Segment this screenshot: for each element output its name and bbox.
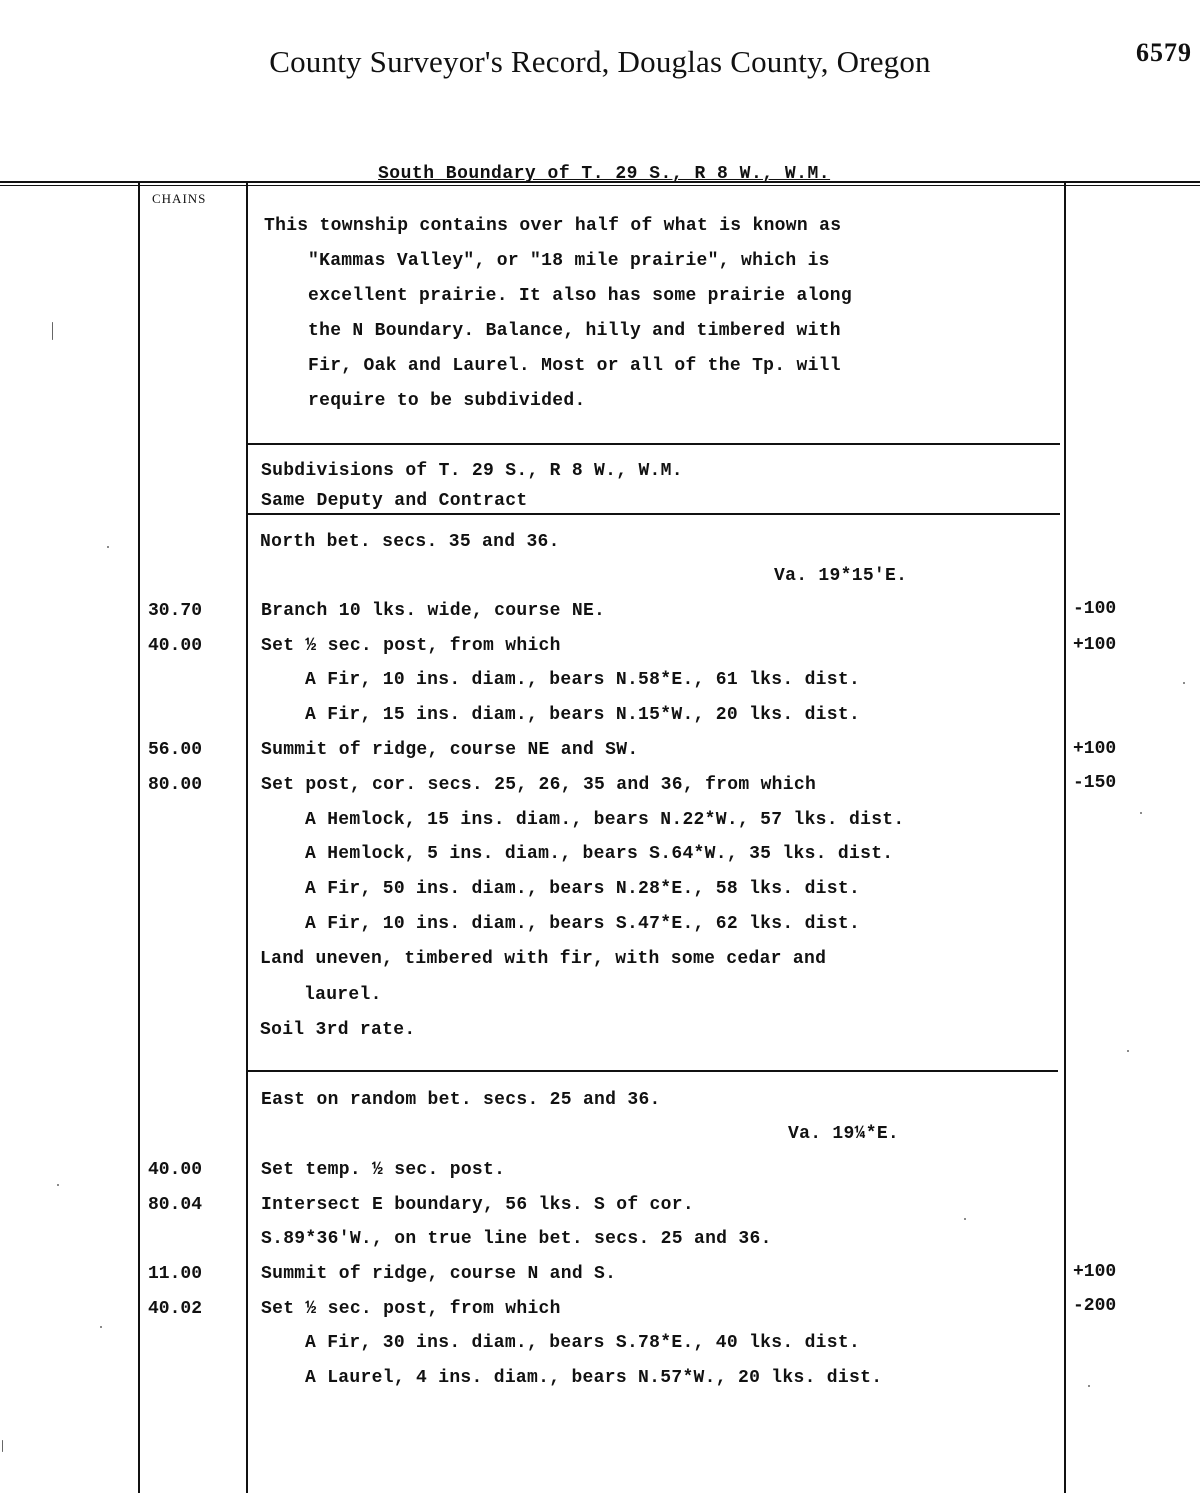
survey-entry: Summit of ridge, course NE and SW. [261, 740, 639, 760]
survey-entry: A Fir, 10 ins. diam., bears N.58*E., 61 lks. dist. [305, 670, 861, 690]
survey-entry: Branch 10 lks. wide, course NE. [261, 601, 606, 621]
scan-speck [1127, 1050, 1129, 1052]
page-title: County Surveyor's Record, Douglas County, Oregon [269, 44, 931, 79]
survey-entry: A Fir, 30 ins. diam., bears S.78*E., 40 lks. dist. [305, 1333, 861, 1353]
scan-speck [964, 1218, 966, 1220]
description-line: "Kammas Valley", or "18 mile prairie", which is [308, 251, 830, 271]
scan-speck [1140, 812, 1142, 814]
survey-entry: S.89*36'W., on true line bet. secs. 25 and 36. [261, 1229, 772, 1249]
section-divider [246, 443, 1060, 445]
scan-speck [52, 322, 53, 340]
survey-entry: Set ½ sec. post, from which [261, 636, 561, 656]
chain-value: 40.00 [148, 636, 203, 656]
description-line: excellent prairie. It also has some prairie along [308, 286, 852, 306]
elevation-value: +100 [1073, 635, 1117, 655]
chain-value: 40.00 [148, 1160, 203, 1180]
scan-speck [1088, 1385, 1090, 1387]
chain-value: 40.02 [148, 1299, 203, 1319]
page-number: 6579 [1136, 38, 1192, 67]
survey-entry: laurel. [304, 985, 382, 1005]
east-variation: Va. 19¼*E. [788, 1124, 900, 1144]
section-divider [246, 1070, 1058, 1072]
survey-entry: Land uneven, timbered with fir, with some cedar and [260, 949, 827, 969]
elevation-value: -200 [1073, 1296, 1117, 1316]
survey-entry: A Hemlock, 15 ins. diam., bears N.22*W., 57 lks. dist. [305, 810, 905, 830]
text-column-right-rule [1064, 183, 1066, 1493]
section-divider [246, 513, 1060, 515]
chains-column-label: CHAINS [152, 191, 207, 206]
elevation-value: +100 [1073, 739, 1117, 759]
scan-speck [57, 1184, 59, 1186]
survey-entry: Set post, cor. secs. 25, 26, 35 and 36, from which [261, 775, 817, 795]
north-heading: North bet. secs. 35 and 36. [260, 532, 560, 552]
east-heading: East on random bet. secs. 25 and 36. [261, 1090, 661, 1110]
survey-entry: A Laurel, 4 ins. diam., bears N.57*W., 20 lks. dist. [305, 1368, 883, 1388]
survey-entry: A Fir, 15 ins. diam., bears N.15*W., 20 lks. dist. [305, 705, 861, 725]
chains-column-left-rule [138, 183, 140, 1493]
elevation-value: +100 [1073, 1262, 1117, 1282]
survey-entry: A Fir, 10 ins. diam., bears S.47*E., 62 lks. dist. [305, 914, 861, 934]
elevation-value: -100 [1073, 599, 1117, 619]
chain-value: 56.00 [148, 740, 203, 760]
north-variation: Va. 19*15'E. [774, 566, 908, 586]
survey-entry: A Hemlock, 5 ins. diam., bears S.64*W., 35 lks. dist. [305, 844, 894, 864]
chain-value: 30.70 [148, 601, 203, 621]
survey-entry: Set ½ sec. post, from which [261, 1299, 561, 1319]
text-column-left-rule [246, 183, 248, 1493]
survey-entry: A Fir, 50 ins. diam., bears N.28*E., 58 lks. dist. [305, 879, 861, 899]
description-line: the N Boundary. Balance, hilly and timbered with [308, 321, 841, 341]
boundary-title: South Boundary of T. 29 S., R 8 W., W.M. [378, 164, 831, 184]
description-line: Fir, Oak and Laurel. Most or all of the Tp. will [308, 356, 841, 376]
survey-entry: Summit of ridge, course N and S. [261, 1264, 617, 1284]
chain-value: 80.00 [148, 775, 203, 795]
top-rule-2 [0, 185, 1200, 186]
survey-entry: Intersect E boundary, 56 lks. S of cor. [261, 1195, 694, 1215]
scan-speck [107, 546, 109, 548]
scan-speck [2, 1440, 3, 1452]
chain-value: 80.04 [148, 1195, 203, 1215]
subdivisions-title: Subdivisions of T. 29 S., R 8 W., W.M. [261, 461, 683, 481]
deputy-note: Same Deputy and Contract [261, 491, 528, 511]
survey-entry: Soil 3rd rate. [260, 1020, 416, 1040]
description-line: require to be subdivided. [308, 391, 586, 411]
scan-speck [1183, 682, 1185, 684]
survey-entry: Set temp. ½ sec. post. [261, 1160, 506, 1180]
elevation-value: -150 [1073, 773, 1117, 793]
chain-value: 11.00 [148, 1264, 203, 1284]
scan-speck [100, 1326, 102, 1328]
description-line: This township contains over half of what is known as [264, 216, 842, 236]
